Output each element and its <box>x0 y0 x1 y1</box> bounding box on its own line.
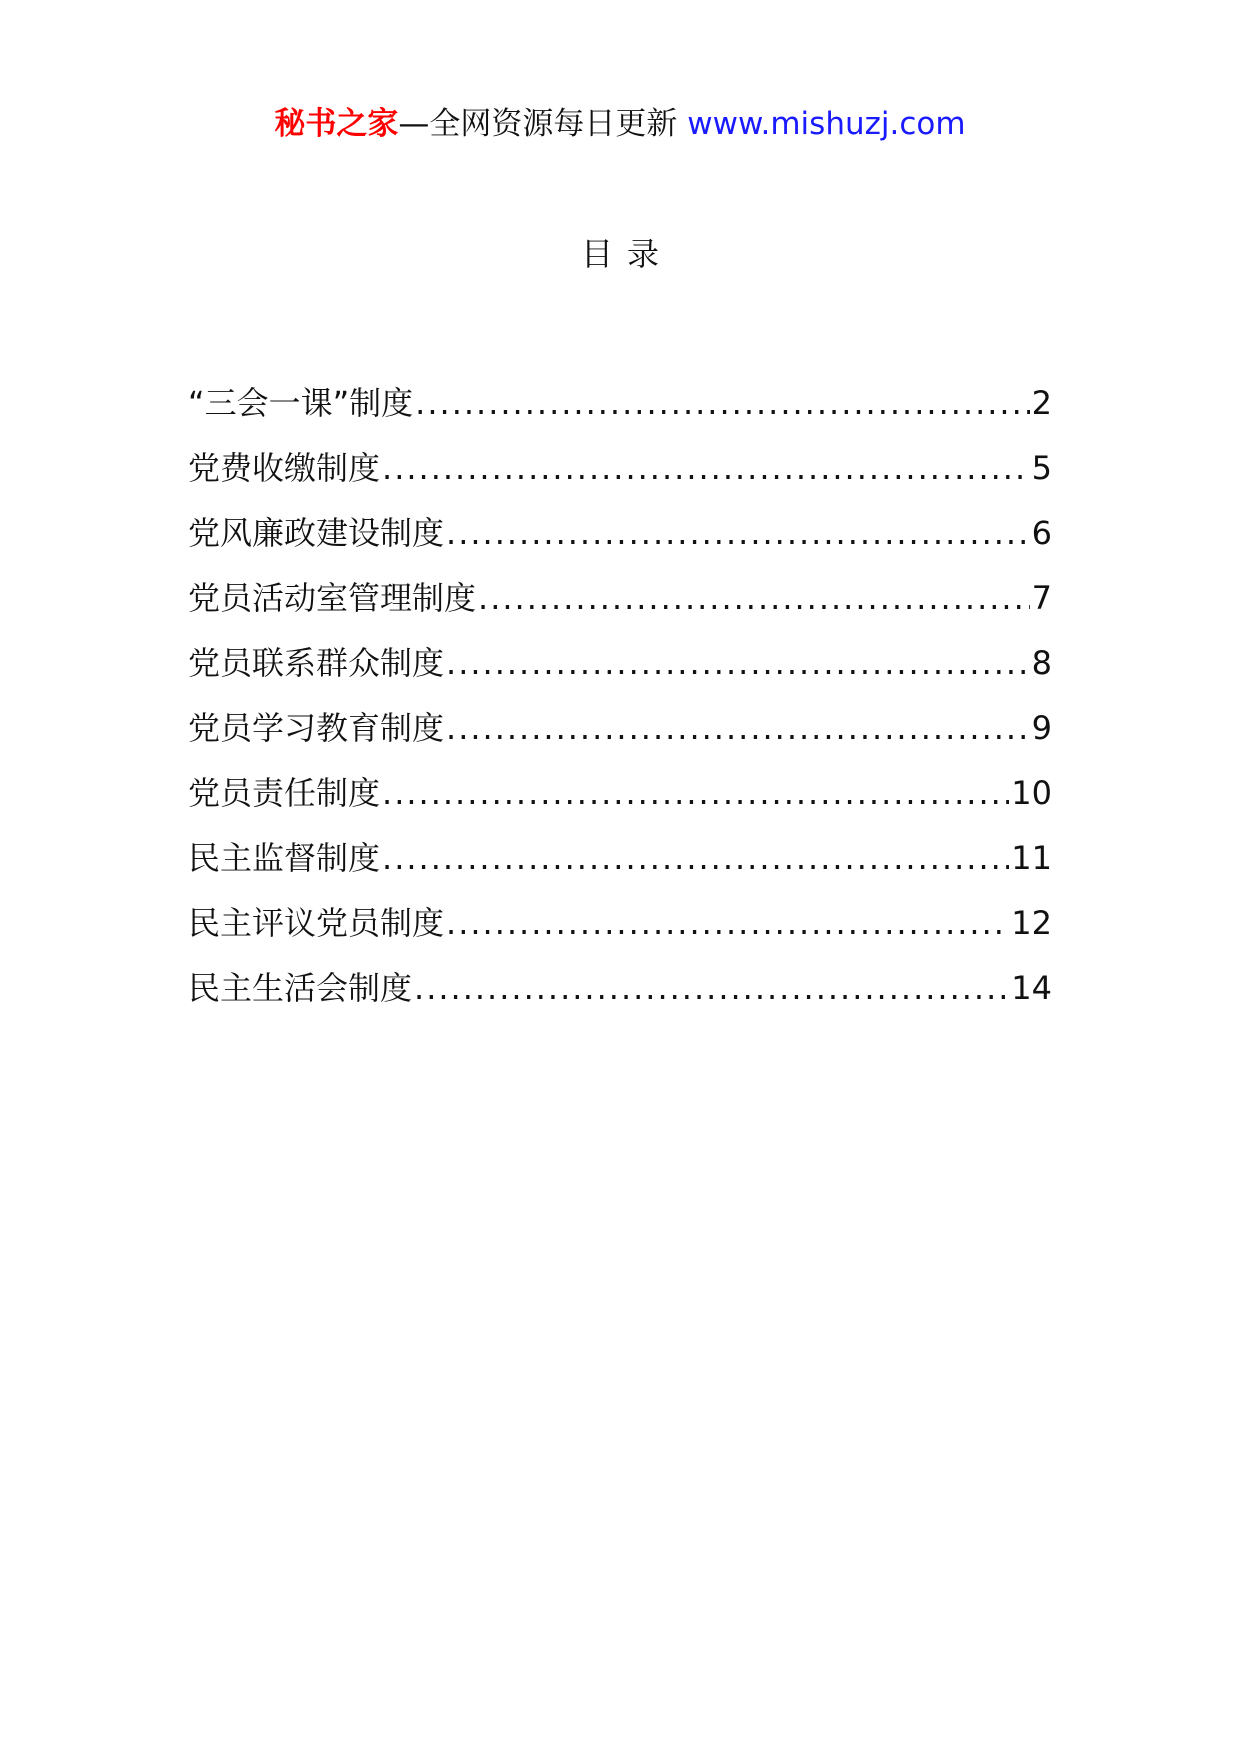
toc-entry[interactable] <box>188 685 1052 750</box>
toc-entry-page: 6 <box>1031 514 1052 552</box>
toc-entry-label: “三会一课”制度 <box>188 384 414 422</box>
toc-entry-page: 8 <box>1031 644 1052 682</box>
toc-entry-label: 党风廉政建设制度 <box>188 514 445 552</box>
toc-entry-label: 党员学习教育制度 <box>188 709 445 747</box>
toc-dot-leader <box>446 901 1009 945</box>
toc-dot-leader <box>446 511 1030 555</box>
toc-dot-leader <box>414 966 1009 1010</box>
toc-entry-label: 民主生活会制度 <box>188 969 413 1007</box>
toc-dot-leader <box>446 641 1030 685</box>
toc-entry-label: 民主监督制度 <box>188 839 381 877</box>
page-header <box>0 100 1240 148</box>
toc-entry-page: 5 <box>1031 449 1052 487</box>
toc-dot-leader <box>446 706 1030 750</box>
toc-entry-page: 10 <box>1011 774 1052 812</box>
toc-entry-label: 党员联系群众制度 <box>188 644 445 682</box>
toc-entry[interactable] <box>188 425 1052 490</box>
toc-entry[interactable] <box>188 880 1052 945</box>
toc-entry-label: 党员活动室管理制度 <box>188 579 477 617</box>
toc-entry[interactable] <box>188 620 1052 685</box>
toc-entry-page: 9 <box>1031 709 1052 747</box>
toc-entry-page: 11 <box>1011 839 1052 877</box>
toc-entry-page: 14 <box>1011 969 1052 1007</box>
toc-entry[interactable] <box>188 360 1052 425</box>
toc-dot-leader <box>478 576 1030 620</box>
site-link[interactable]: www.mishuzj.com <box>687 106 966 142</box>
brand-name: 秘书之家 <box>274 106 399 142</box>
toc-entry[interactable] <box>188 555 1052 620</box>
toc-dot-leader <box>415 381 1029 425</box>
toc-entry-label: 党费收缴制度 <box>188 449 381 487</box>
toc-entry-label: 党员责任制度 <box>188 774 381 812</box>
toc-title: 目录 <box>580 235 673 273</box>
toc-dot-leader <box>382 771 1009 815</box>
toc-entry-label: 民主评议党员制度 <box>188 904 445 942</box>
toc-entry-page: 2 <box>1031 384 1052 422</box>
toc-entry[interactable] <box>188 815 1052 880</box>
toc-dot-leader <box>382 836 1009 880</box>
toc-entry[interactable] <box>188 490 1052 555</box>
toc-entry[interactable] <box>188 750 1052 815</box>
toc-entry-page: 12 <box>1011 904 1052 942</box>
table-of-contents <box>188 360 1052 1010</box>
header-tagline: —全网资源每日更新 <box>398 106 678 142</box>
toc-dot-leader <box>382 446 1030 490</box>
toc-entry-page: 7 <box>1031 579 1052 617</box>
toc-entry[interactable] <box>188 945 1052 1010</box>
